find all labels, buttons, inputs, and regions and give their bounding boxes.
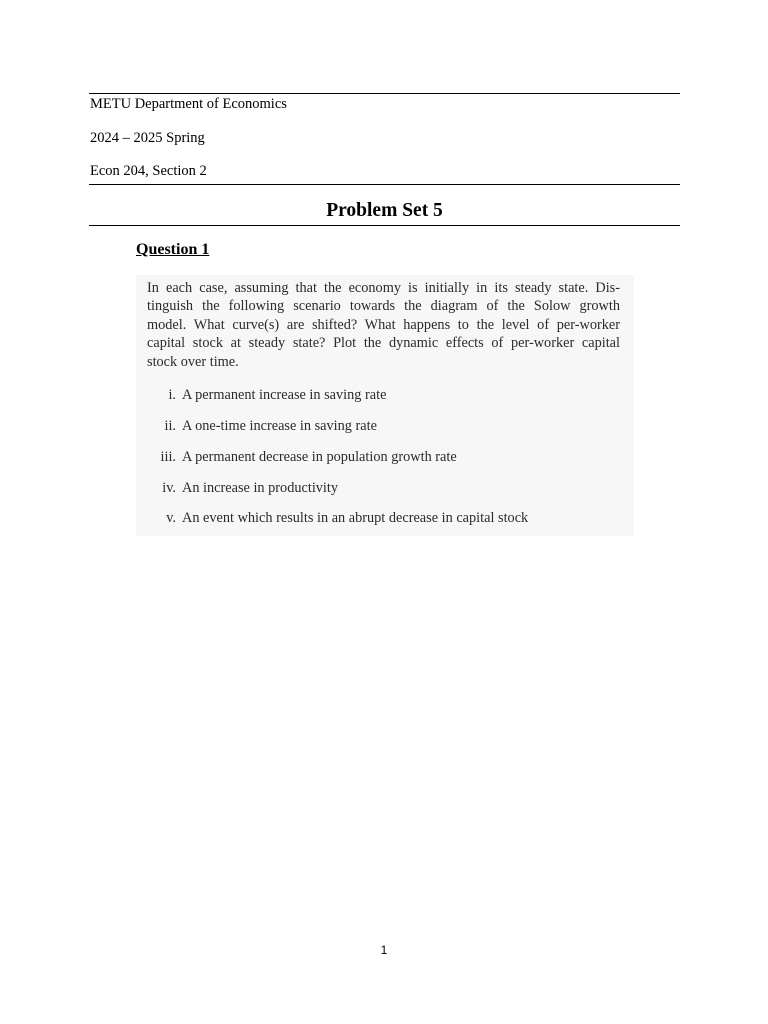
item-text: A one-time increase in saving rate xyxy=(182,418,377,434)
course-line: Econ 204, Section 2 xyxy=(90,163,207,179)
question-line: capital stock at steady state? Plot the dynamic effects of per-worker capital xyxy=(147,335,620,352)
item-text: An increase in productivity xyxy=(182,480,339,496)
question-heading: Question 1 xyxy=(136,241,210,258)
item-text: An event which results in an abrupt decrease in capital stock xyxy=(182,510,529,526)
item-number: iii. xyxy=(160,449,176,465)
title-bottom-rule xyxy=(89,225,680,226)
question-line: model. What curve(s) are shifted? What happens to the level of per-worker xyxy=(147,316,620,333)
page-number: 1 xyxy=(380,943,388,957)
list-item xyxy=(136,447,634,467)
department-line: METU Department of Economics xyxy=(90,96,287,112)
question-line: stock over time. xyxy=(147,353,239,370)
question-body xyxy=(136,275,634,536)
item-number: ii. xyxy=(164,418,176,434)
question-text xyxy=(147,279,620,371)
list-item xyxy=(136,385,634,405)
item-text: A permanent decrease in population growth rate xyxy=(182,449,457,465)
header-bottom-rule xyxy=(89,184,680,185)
item-number: iv. xyxy=(162,480,176,496)
question-line: In each case, assuming that the economy is initially in its steady state. Dis- xyxy=(147,280,620,296)
list-item xyxy=(136,478,634,498)
item-number: i. xyxy=(168,387,176,403)
item-number: v. xyxy=(166,510,176,526)
question-line: tinguish the following scenario towards the diagram of the Solow growth xyxy=(147,298,620,315)
list-item xyxy=(136,508,634,528)
item-text: A permanent increase in saving rate xyxy=(182,387,387,403)
term-line: 2024 – 2025 Spring xyxy=(90,130,205,146)
page-title: Problem Set 5 xyxy=(326,200,443,221)
top-rule xyxy=(89,93,680,94)
list-item xyxy=(136,416,634,436)
